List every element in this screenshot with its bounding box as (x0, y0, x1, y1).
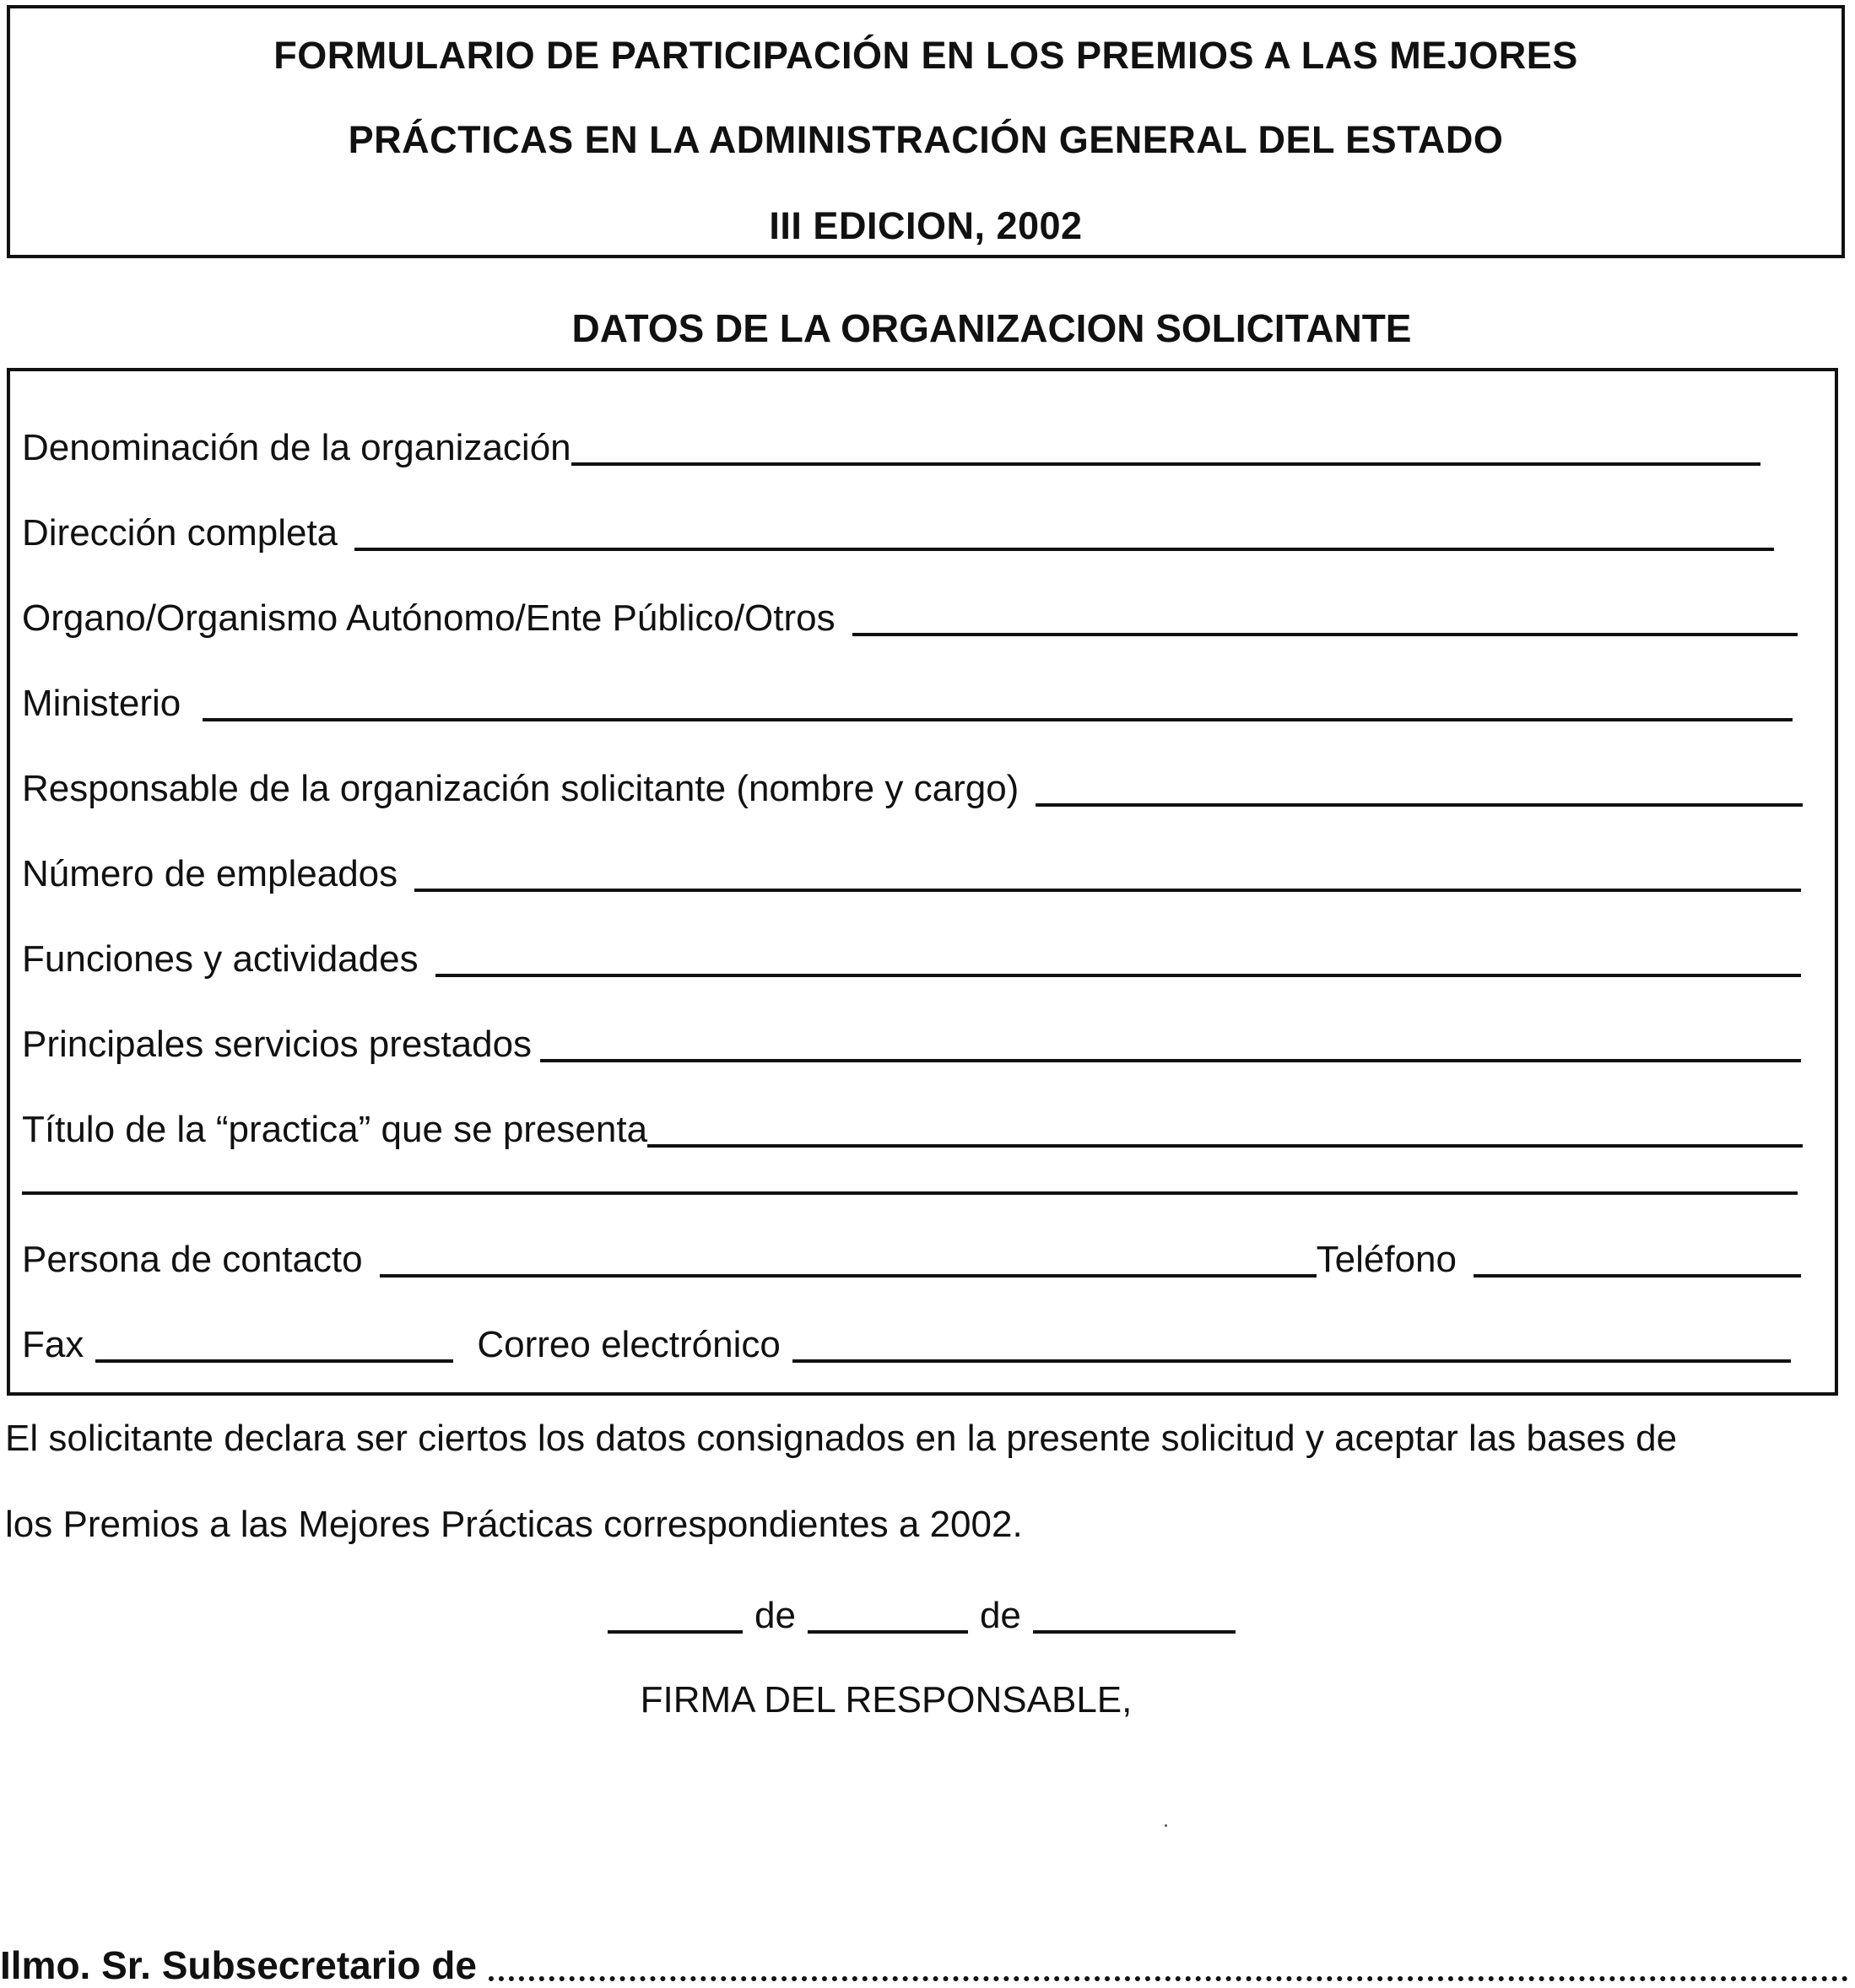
date-day-input[interactable] (608, 1630, 743, 1634)
field-fax-input[interactable] (95, 1359, 453, 1363)
field-funciones-input[interactable] (435, 974, 1801, 977)
field-responsable-label: Responsable de la organización solicitante (nombre y cargo) (22, 768, 1019, 809)
title-box (7, 5, 1845, 258)
date-year-input[interactable] (1033, 1630, 1236, 1634)
field-fax-correo-row (22, 1315, 1791, 1366)
organization-data-box (7, 368, 1838, 1396)
date-de-1: de (754, 1595, 796, 1636)
field-responsable (22, 759, 1803, 810)
field-contacto-input[interactable] (380, 1274, 1317, 1278)
date-row (608, 1586, 1236, 1637)
field-direccion-input[interactable] (354, 548, 1774, 551)
field-titulo-label: Título de la “practica” que se presenta (22, 1109, 648, 1150)
field-ministerio-label: Ministerio (22, 683, 181, 724)
signature-label: FIRMA DEL RESPONSABLE, (640, 1679, 1133, 1721)
field-organo-label: Organo/Organismo Autónomo/Ente Público/Otros (22, 597, 836, 639)
field-direccion-label: Dirección completa (22, 512, 338, 554)
declaration-line-1: El solicitante declara ser ciertos los datos consignados en la presente solicitud y aceptar las bases de (5, 1418, 1678, 1459)
field-servicios (22, 1015, 1801, 1066)
field-ministerio-input[interactable] (203, 718, 1793, 721)
footer-addressee-dotted-line[interactable] (489, 1976, 1848, 1981)
field-titulo-continuation-line[interactable] (22, 1191, 1798, 1195)
scan-speck (1165, 1824, 1167, 1827)
field-ministerio (22, 674, 1793, 725)
section-heading: DATOS DE LA ORGANIZACION SOLICITANTE (571, 306, 1412, 350)
form-title-line-3: III EDICION, 2002 (769, 204, 1083, 247)
field-denominacion (22, 419, 1760, 469)
footer-addressee (0, 1937, 1855, 1988)
declaration-line-2: los Premios a las Mejores Prácticas correspondientes a 2002. (5, 1504, 1023, 1545)
field-responsable-input[interactable] (1036, 803, 1803, 807)
field-telefono-label: Teléfono (1316, 1239, 1457, 1280)
field-fax-label: Fax (22, 1324, 84, 1365)
field-servicios-input[interactable] (540, 1059, 1801, 1062)
field-empleados-label: Número de empleados (22, 853, 398, 894)
field-correo-label: Correo electrónico (477, 1324, 781, 1365)
footer-addressee-label: Ilmo. Sr. Subsecretario de (0, 1943, 477, 1987)
field-telefono-input[interactable] (1474, 1274, 1801, 1278)
field-funciones (22, 930, 1801, 980)
field-denominacion-label: Denominación de la organización (22, 427, 571, 468)
field-servicios-label: Principales servicios prestados (22, 1024, 533, 1065)
field-organo-input[interactable] (852, 633, 1798, 636)
date-month-input[interactable] (808, 1630, 968, 1634)
field-empleados (22, 845, 1801, 895)
field-contacto-telefono-row (22, 1230, 1801, 1281)
field-titulo-input[interactable] (647, 1144, 1803, 1148)
field-empleados-input[interactable] (414, 889, 1801, 892)
field-organo (22, 589, 1798, 640)
field-denominacion-input[interactable] (571, 462, 1760, 466)
field-contacto-label: Persona de contacto (22, 1239, 363, 1280)
field-funciones-label: Funciones y actividades (22, 938, 419, 980)
field-titulo (22, 1100, 1803, 1151)
field-direccion (22, 504, 1774, 554)
form-title-line-1: FORMULARIO DE PARTICIPACIÓN EN LOS PREMIOS A LAS MEJORES (273, 34, 1578, 77)
field-correo-input[interactable] (792, 1359, 1791, 1363)
form-title-line-2: PRÁCTICAS EN LA ADMINISTRACIÓN GENERAL DEL ESTADO (348, 118, 1504, 161)
date-de-2: de (979, 1595, 1021, 1636)
